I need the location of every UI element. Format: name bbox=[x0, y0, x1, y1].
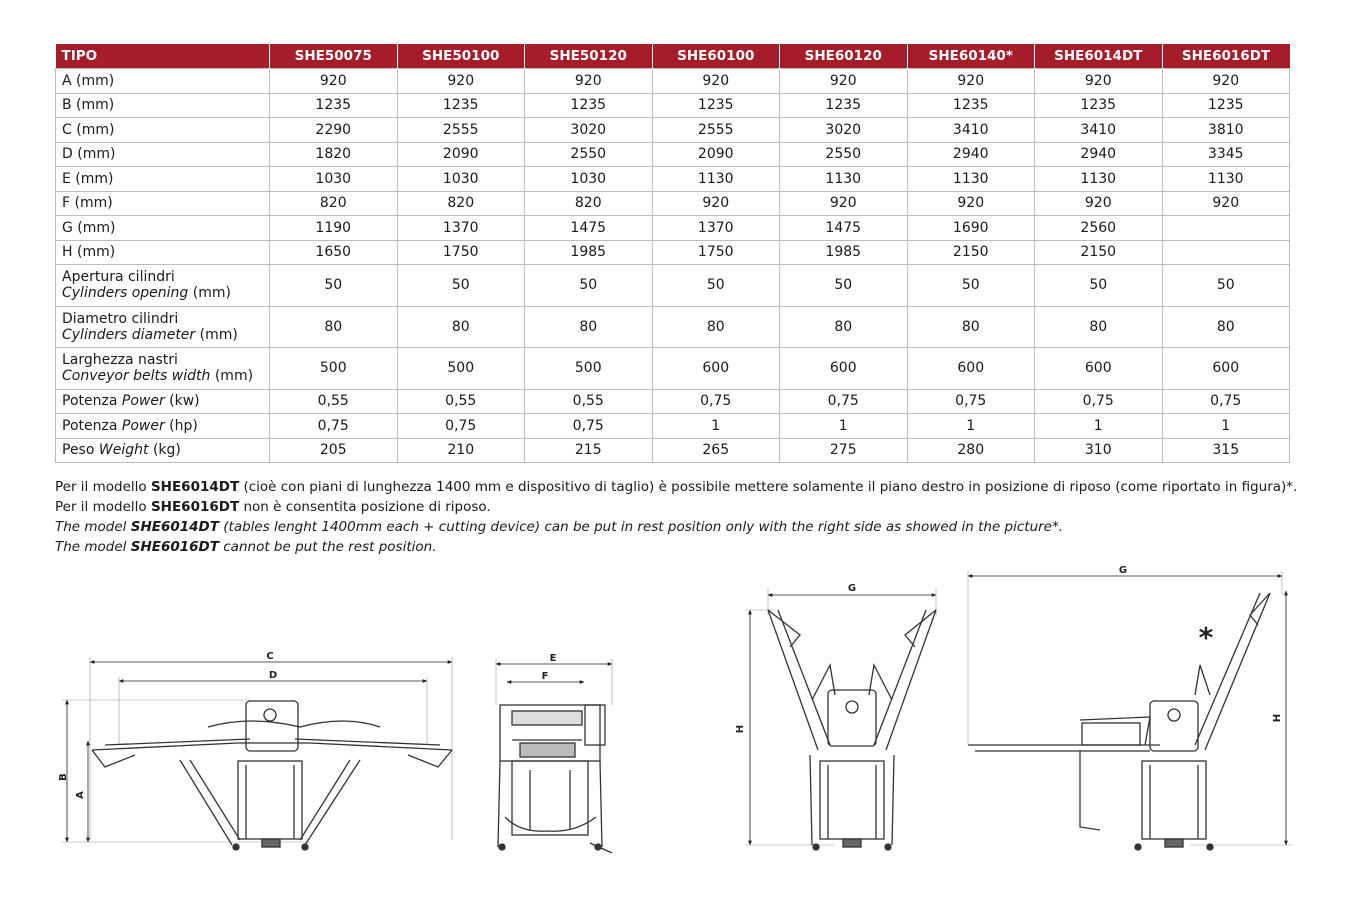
dim-label-h2: H bbox=[1272, 713, 1283, 723]
table-cell: 920 bbox=[780, 69, 908, 94]
table-cell bbox=[1162, 216, 1290, 241]
table-cell: 1750 bbox=[397, 240, 525, 265]
table-cell: 1130 bbox=[1035, 167, 1163, 192]
table-cell: 50 bbox=[397, 265, 525, 307]
table-cell: 0,75 bbox=[1035, 389, 1163, 414]
table-cell: 1235 bbox=[1035, 93, 1163, 118]
table-cell: 50 bbox=[270, 265, 398, 307]
table-cell: 80 bbox=[525, 306, 653, 348]
header-tipo: TIPO bbox=[56, 44, 270, 69]
table-cell: 2550 bbox=[780, 142, 908, 167]
table-cell: 2940 bbox=[907, 142, 1035, 167]
table-cell: 600 bbox=[780, 348, 908, 390]
table-cell: 210 bbox=[397, 438, 525, 463]
table-cell: 0,55 bbox=[525, 389, 653, 414]
table-cell bbox=[1162, 240, 1290, 265]
table-cell: 265 bbox=[652, 438, 780, 463]
dim-label-e: E bbox=[549, 653, 557, 664]
header-model: SHE50100 bbox=[397, 44, 525, 69]
header-model: SHE6014DT bbox=[1035, 44, 1163, 69]
dim-label-b: B bbox=[58, 773, 69, 781]
table-cell: 0,75 bbox=[270, 414, 398, 439]
table-cell: 80 bbox=[907, 306, 1035, 348]
table-cell: 1 bbox=[780, 414, 908, 439]
table-cell: 820 bbox=[270, 191, 398, 216]
table-cell: 0,55 bbox=[397, 389, 525, 414]
table-cell: 0,75 bbox=[780, 389, 908, 414]
table-row bbox=[56, 167, 1290, 192]
row-label: Potenza Power (hp) bbox=[56, 414, 270, 439]
table-cell: 1 bbox=[1162, 414, 1290, 439]
row-label: B (mm) bbox=[56, 93, 270, 118]
table-cell: 1235 bbox=[1162, 93, 1290, 118]
dimension-labels-front bbox=[542, 653, 557, 682]
table-cell: 1985 bbox=[780, 240, 908, 265]
table-cell: 1130 bbox=[907, 167, 1035, 192]
row-label: Potenza Power (kw) bbox=[56, 389, 270, 414]
row-label: H (mm) bbox=[56, 240, 270, 265]
table-cell: 920 bbox=[1162, 69, 1290, 94]
table-cell: 1820 bbox=[270, 142, 398, 167]
note-it-1: Per il modello SHE6014DT (cioè con piani di lunghezza 1400 mm e dispositivo di taglio) è possibile mettere solamente il piano destro in posizione di riposo (come riportato in figura)*. bbox=[55, 479, 1298, 495]
table-row bbox=[56, 389, 1290, 414]
row-label: A (mm) bbox=[56, 69, 270, 94]
table-cell: 820 bbox=[525, 191, 653, 216]
table-cell: 50 bbox=[1035, 265, 1163, 307]
table-cell: 50 bbox=[652, 265, 780, 307]
table-row bbox=[56, 348, 1290, 390]
row-label: Peso Weight (kg) bbox=[56, 438, 270, 463]
table-cell: 1475 bbox=[780, 216, 908, 241]
table-cell: 1650 bbox=[270, 240, 398, 265]
row-label: F (mm) bbox=[56, 191, 270, 216]
table-row bbox=[56, 191, 1290, 216]
table-cell: 500 bbox=[397, 348, 525, 390]
table-cell: 920 bbox=[525, 69, 653, 94]
header-model: SHE50075 bbox=[270, 44, 398, 69]
table-cell: 500 bbox=[525, 348, 653, 390]
row-label: D (mm) bbox=[56, 142, 270, 167]
technical-drawings bbox=[0, 555, 1345, 900]
table-cell: 1030 bbox=[270, 167, 398, 192]
table-cell: 500 bbox=[270, 348, 398, 390]
row-label: G (mm) bbox=[56, 216, 270, 241]
table-cell: 1235 bbox=[525, 93, 653, 118]
table-cell: 50 bbox=[780, 265, 908, 307]
table-cell: 1985 bbox=[525, 240, 653, 265]
table-row bbox=[56, 265, 1290, 307]
table-cell: 280 bbox=[907, 438, 1035, 463]
table-cell: 80 bbox=[270, 306, 398, 348]
table-cell: 50 bbox=[1162, 265, 1290, 307]
table-cell: 2090 bbox=[652, 142, 780, 167]
header-model: SHE6016DT bbox=[1162, 44, 1290, 69]
table-cell: 820 bbox=[397, 191, 525, 216]
table-cell: 3020 bbox=[525, 118, 653, 143]
dim-label-a: A bbox=[75, 791, 86, 799]
header-model: SHE60100 bbox=[652, 44, 780, 69]
table-cell: 1475 bbox=[525, 216, 653, 241]
table-row bbox=[56, 142, 1290, 167]
notes bbox=[55, 477, 1297, 557]
table-cell: 920 bbox=[397, 69, 525, 94]
table-cell: 0,75 bbox=[525, 414, 653, 439]
table-cell: 310 bbox=[1035, 438, 1163, 463]
table-cell: 1370 bbox=[652, 216, 780, 241]
table-cell: 600 bbox=[1162, 348, 1290, 390]
note-it-2: Per il modello SHE6016DT non è consentita posizione di riposo. bbox=[55, 499, 491, 515]
table-cell: 2555 bbox=[397, 118, 525, 143]
table-cell: 0,75 bbox=[907, 389, 1035, 414]
table-cell: 920 bbox=[652, 69, 780, 94]
table-cell: 2090 bbox=[397, 142, 525, 167]
table-row bbox=[56, 240, 1290, 265]
table-row bbox=[56, 438, 1290, 463]
note-en-1: The model SHE6014DT (tables lenght 1400mm each + cutting device) can be put in rest position only with the right side as showed in the picture*. bbox=[55, 519, 1064, 535]
dim-label-d: D bbox=[268, 670, 278, 681]
table-cell: 1030 bbox=[397, 167, 525, 192]
dim-label-h: H bbox=[735, 724, 746, 734]
table-cell: 315 bbox=[1162, 438, 1290, 463]
spec-table bbox=[55, 44, 1290, 463]
dimension-labels-right-rest bbox=[1119, 565, 1283, 722]
table-cell: 920 bbox=[907, 191, 1035, 216]
table-cell: 1 bbox=[907, 414, 1035, 439]
row-label: Larghezza nastri Conveyor belts width (mm) bbox=[56, 348, 270, 390]
row-label: Apertura cilindri Cylinders opening (mm) bbox=[56, 265, 270, 307]
table-cell: 3810 bbox=[1162, 118, 1290, 143]
header-model: SHE60140* bbox=[907, 44, 1035, 69]
table-cell: 3410 bbox=[907, 118, 1035, 143]
table-cell: 215 bbox=[525, 438, 653, 463]
table-cell: 0,75 bbox=[652, 389, 780, 414]
header-model: SHE60120 bbox=[780, 44, 908, 69]
table-cell: 3345 bbox=[1162, 142, 1290, 167]
header-model: SHE50120 bbox=[525, 44, 653, 69]
table-cell: 1130 bbox=[780, 167, 908, 192]
dim-label-g: G bbox=[847, 583, 857, 594]
row-label: Diametro cilindri Cylinders diameter (mm) bbox=[56, 306, 270, 348]
table-cell: 920 bbox=[780, 191, 908, 216]
table-cell: 2560 bbox=[1035, 216, 1163, 241]
row-label: E (mm) bbox=[56, 167, 270, 192]
table-cell: 3410 bbox=[1035, 118, 1163, 143]
table-cell: 80 bbox=[652, 306, 780, 348]
table-cell: 205 bbox=[270, 438, 398, 463]
table-cell: 0,75 bbox=[1162, 389, 1290, 414]
table-cell: 600 bbox=[1035, 348, 1163, 390]
table-cell: 3020 bbox=[780, 118, 908, 143]
table-cell: 1750 bbox=[652, 240, 780, 265]
table-cell: 50 bbox=[907, 265, 1035, 307]
table-cell: 920 bbox=[270, 69, 398, 94]
table-row bbox=[56, 216, 1290, 241]
table-cell: 1235 bbox=[652, 93, 780, 118]
drawing-rest-position bbox=[745, 589, 936, 850]
dimension-labels-side bbox=[58, 651, 277, 799]
table-cell: 920 bbox=[1035, 191, 1163, 216]
table-cell: 920 bbox=[907, 69, 1035, 94]
table-cell: 2940 bbox=[1035, 142, 1163, 167]
dim-label-g2: G bbox=[1118, 565, 1128, 576]
table-cell: 1030 bbox=[525, 167, 653, 192]
table-cell: 2550 bbox=[525, 142, 653, 167]
table-cell: 1130 bbox=[652, 167, 780, 192]
table-cell: 1235 bbox=[270, 93, 398, 118]
table-row bbox=[56, 118, 1290, 143]
table-cell: 1235 bbox=[397, 93, 525, 118]
table-cell: 920 bbox=[652, 191, 780, 216]
drawing-side-view bbox=[62, 657, 452, 850]
table-cell: 1235 bbox=[907, 93, 1035, 118]
table-row bbox=[56, 93, 1290, 118]
table-cell: 600 bbox=[652, 348, 780, 390]
table-cell: 1235 bbox=[780, 93, 908, 118]
table-cell: 275 bbox=[780, 438, 908, 463]
table-cell: 2150 bbox=[907, 240, 1035, 265]
row-label: C (mm) bbox=[56, 118, 270, 143]
table-cell: 1190 bbox=[270, 216, 398, 241]
dim-label-c: C bbox=[266, 651, 274, 662]
table-cell: 1130 bbox=[1162, 167, 1290, 192]
table-cell: 1 bbox=[1035, 414, 1163, 439]
table-row bbox=[56, 414, 1290, 439]
table-cell: 80 bbox=[780, 306, 908, 348]
table-header-row bbox=[56, 44, 1290, 69]
table-cell: 50 bbox=[525, 265, 653, 307]
asterisk-marker: * bbox=[1198, 621, 1214, 654]
table-cell: 2290 bbox=[270, 118, 398, 143]
dim-label-f: F bbox=[541, 671, 549, 682]
table-cell: 0,75 bbox=[397, 414, 525, 439]
table-cell: 2150 bbox=[1035, 240, 1163, 265]
table-row bbox=[56, 306, 1290, 348]
table-body bbox=[56, 69, 1290, 463]
table-cell: 1 bbox=[652, 414, 780, 439]
table-cell: 80 bbox=[397, 306, 525, 348]
drawing-right-side-rest bbox=[968, 571, 1292, 850]
table-cell: 920 bbox=[1162, 191, 1290, 216]
table-cell: 0,55 bbox=[270, 389, 398, 414]
note-en-2: The model SHE6016DT cannot be put the rest position. bbox=[55, 539, 437, 555]
drawing-front-view bbox=[496, 659, 612, 853]
dimension-labels-rest bbox=[735, 583, 856, 733]
table-row bbox=[56, 69, 1290, 94]
table-cell: 920 bbox=[1035, 69, 1163, 94]
table-cell: 600 bbox=[907, 348, 1035, 390]
table-cell: 80 bbox=[1035, 306, 1163, 348]
table-cell: 80 bbox=[1162, 306, 1290, 348]
table-cell: 2555 bbox=[652, 118, 780, 143]
table-cell: 1370 bbox=[397, 216, 525, 241]
table-cell: 1690 bbox=[907, 216, 1035, 241]
